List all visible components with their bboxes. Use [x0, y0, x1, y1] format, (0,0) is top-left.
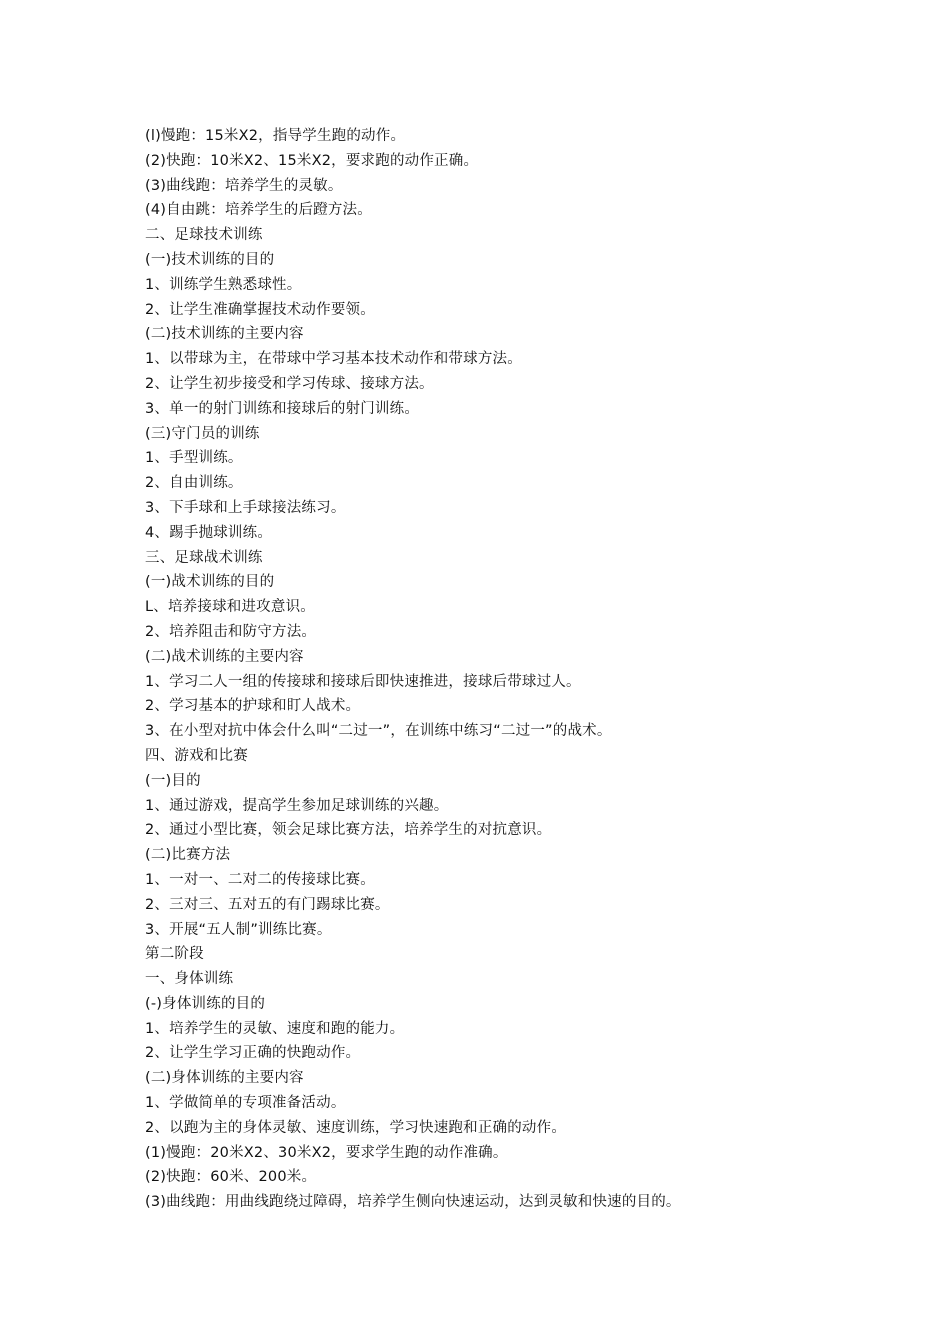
text-line: 3、单一的射门训练和接球后的射门训练。 [145, 400, 420, 417]
subsection-heading: (一)技术训练的目的 [145, 251, 275, 268]
text-line: 3、下手球和上手球接法练习。 [145, 499, 346, 516]
text-line: 2、让学生初步接受和学习传球、接球方法。 [145, 375, 434, 392]
text-line: L、培养接球和进攻意识。 [145, 599, 315, 616]
subsection-heading: (二)技术训练的主要内容 [145, 326, 304, 343]
text-line: 3、在小型对抗中体会什么叫“二过一”，在训练中练习“二过一”的战术。 [145, 723, 612, 740]
text-line: (3)曲线跑：用曲线跑绕过障碍，培养学生侧向快速运动，达到灵敏和快速的目的。 [145, 1194, 681, 1211]
text-line: (2)快跑：60米、200米。 [145, 1169, 317, 1186]
subsection-heading: (二)身体训练的主要内容 [145, 1070, 304, 1087]
subsection-heading: (一)目的 [145, 772, 201, 789]
text-line: (3)曲线跑：培养学生的灵敏。 [145, 177, 343, 194]
text-line: (l)慢跑：15米X2，指导学生跑的动作。 [145, 128, 406, 144]
stage-heading: 第二阶段 [145, 946, 204, 963]
section-heading: 一、身体训练 [145, 971, 234, 988]
text-line: 2、以跑为主的身体灵敏、速度训练，学习快速跑和正确的动作。 [145, 1119, 567, 1136]
text-line: 2、通过小型比赛，领会足球比赛方法，培养学生的对抗意识。 [145, 822, 552, 839]
text-line: 2、让学生准确掌握技术动作要领。 [145, 301, 375, 318]
subsection-heading: (一)战术训练的目的 [145, 574, 275, 591]
subsection-heading: (-)身体训练的目的 [145, 995, 266, 1012]
text-line: 1、手型训练。 [145, 450, 243, 467]
section-heading: 四、游戏和比赛 [145, 747, 248, 764]
document-body [145, 124, 915, 1215]
text-line: 2、自由训练。 [145, 475, 243, 492]
subsection-heading: (三)守门员的训练 [145, 425, 260, 442]
text-line: 1、学习二人一组的传接球和接球后即快速推进，接球后带球过人。 [145, 673, 581, 690]
text-line: 1、学做简单的专项准备活动。 [145, 1095, 346, 1112]
text-line: 2、培养阻击和防守方法。 [145, 623, 317, 640]
section-heading: 三、足球战术训练 [145, 549, 263, 566]
text-line: 1、通过游戏，提高学生参加足球训练的兴趣。 [145, 797, 449, 814]
text-line: 2、学习基本的护球和盯人战术。 [145, 698, 361, 715]
text-line: (4)自由跳：培养学生的后蹬方法。 [145, 202, 372, 219]
text-line: 2、让学生学习正确的快跑动作。 [145, 1045, 361, 1062]
text-line: 4、踢手抛球训练。 [145, 524, 273, 541]
text-line: 1、以带球为主，在带球中学习基本技术动作和带球方法。 [145, 351, 522, 368]
subsection-heading: (二)战术训练的主要内容 [145, 648, 304, 665]
text-line: 3、开展“五人制”训练比赛。 [145, 921, 332, 938]
text-line: (2)快跑：10米X2、15米X2，要求跑的动作正确。 [145, 152, 479, 169]
text-line: 1、培养学生的灵敏、速度和跑的能力。 [145, 1020, 405, 1037]
text-line: 1、一对一、二对二的传接球比赛。 [145, 871, 375, 888]
text-line: 2、三对三、五对五的有门踢球比赛。 [145, 896, 390, 913]
section-heading: 二、足球技术训练 [145, 227, 263, 244]
text-line: 1、训练学生熟悉球性。 [145, 276, 302, 293]
text-line: (1)慢跑：20米X2、30米X2，要求学生跑的动作准确。 [145, 1144, 508, 1161]
subsection-heading: (二)比赛方法 [145, 847, 231, 864]
